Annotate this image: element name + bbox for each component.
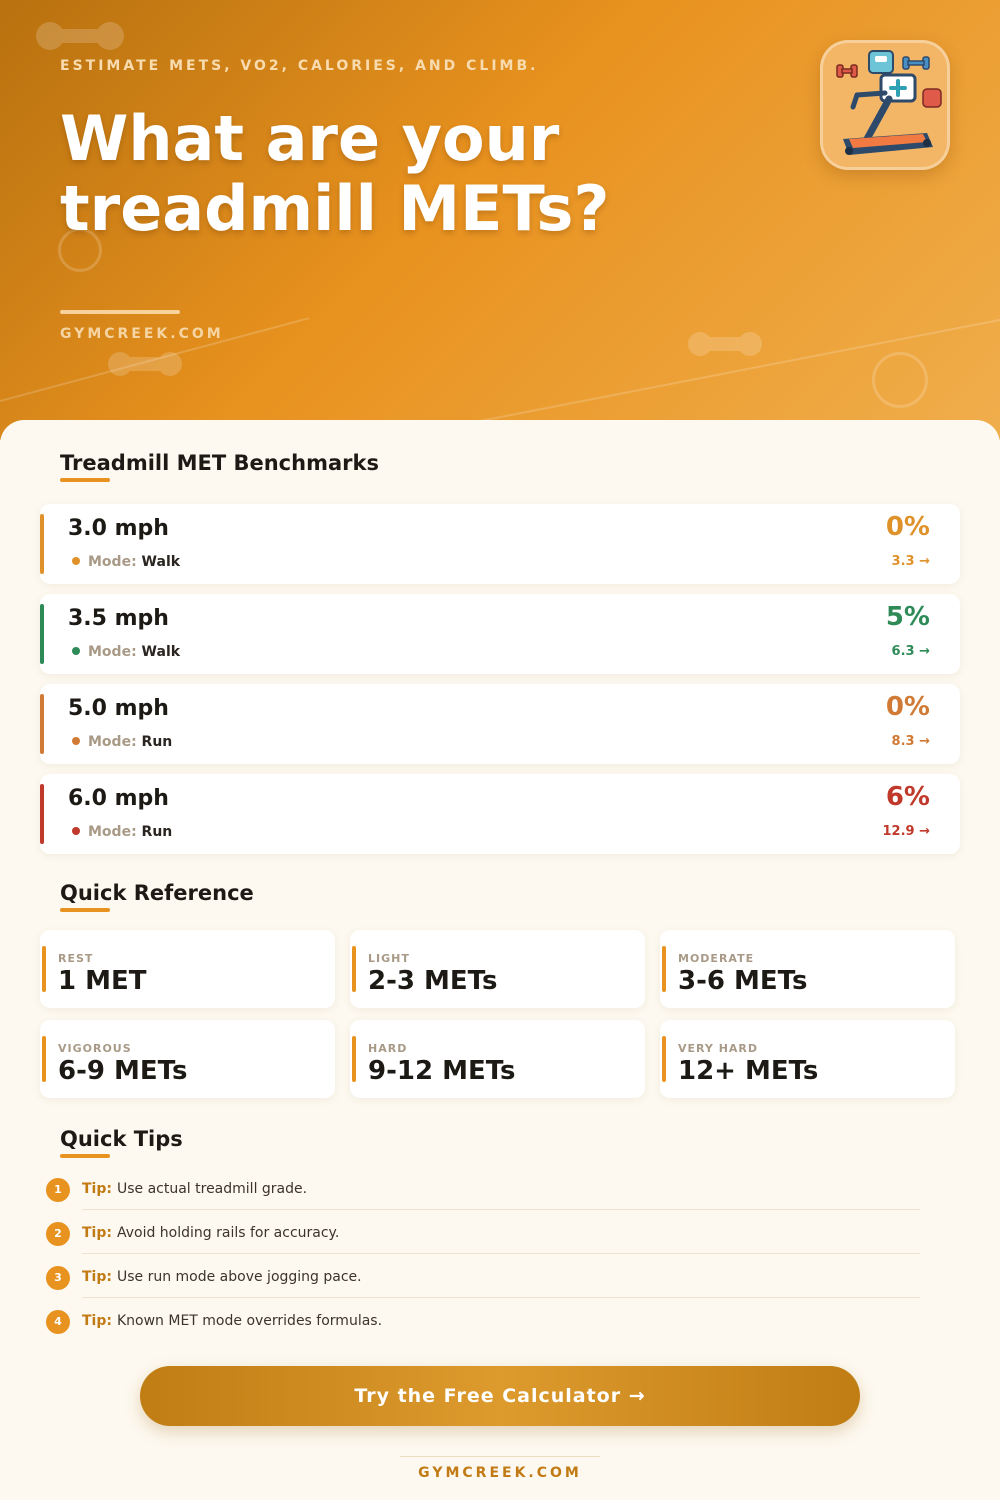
tile-label: VERY HARD — [678, 1042, 759, 1055]
tip-item — [46, 1222, 920, 1266]
tip-key: Tip: — [82, 1269, 112, 1285]
tip-number-badge: 1 — [46, 1178, 70, 1202]
benchmark-speed: 6.0 mph — [68, 786, 169, 811]
benchmark-row — [40, 684, 960, 764]
treadmill-icon — [820, 40, 950, 170]
tile-value: 12+ METs — [678, 1056, 819, 1086]
tip-item — [46, 1178, 920, 1222]
tile-value: 3-6 METs — [678, 966, 808, 996]
reference-tile — [660, 1020, 955, 1098]
tile-label: VIGOROUS — [58, 1042, 132, 1055]
tip-item — [46, 1266, 920, 1310]
mode-dot-icon — [72, 647, 80, 655]
hero-divider — [60, 310, 180, 314]
reference-tile — [40, 1020, 335, 1098]
tile-value: 1 MET — [58, 966, 147, 996]
mode-label: Mode: — [88, 644, 137, 660]
tile-accent — [42, 946, 46, 992]
tile-accent — [662, 1036, 666, 1082]
benchmark-grade: 5% — [885, 602, 930, 632]
mode-value: Walk — [141, 644, 181, 660]
mode-dot-icon — [72, 737, 80, 745]
tile-accent — [42, 1036, 46, 1082]
tip-text: Avoid holding rails for accuracy. — [116, 1225, 340, 1241]
mode-value: Walk — [141, 554, 181, 570]
reference-title: Quick Reference — [60, 881, 254, 905]
tip-text: Known MET mode overrides formulas. — [116, 1313, 383, 1329]
benchmark-row — [40, 504, 960, 584]
benchmark-speed: 3.0 mph — [68, 516, 169, 541]
hero-site-name: GYMCREEK.COM — [60, 326, 224, 342]
benchmark-mode — [72, 734, 172, 750]
tip-number-badge: 4 — [46, 1310, 70, 1334]
tip-divider — [82, 1253, 920, 1254]
tip-text-line — [82, 1313, 382, 1329]
tip-item — [46, 1310, 920, 1354]
tile-label: LIGHT — [368, 952, 410, 965]
benchmark-mode — [72, 824, 172, 840]
tile-accent — [352, 946, 356, 992]
dumbbell-decoration-icon — [688, 332, 762, 356]
tile-label: MODERATE — [678, 952, 755, 965]
ring-decoration-icon — [872, 352, 928, 408]
row-accent — [40, 784, 44, 844]
tip-divider — [82, 1209, 920, 1210]
footer-divider — [400, 1456, 600, 1457]
reference-tile — [40, 930, 335, 1008]
section-underline — [60, 1154, 110, 1158]
benchmark-grade: 0% — [885, 512, 930, 542]
tip-text-line — [82, 1269, 362, 1285]
tip-key: Tip: — [82, 1225, 112, 1241]
footer-site-name: GYMCREEK.COM — [418, 1465, 582, 1481]
tile-value: 9-12 METs — [368, 1056, 516, 1086]
benchmark-grade: 6% — [885, 782, 930, 812]
tip-key: Tip: — [82, 1313, 112, 1329]
tip-text: Use run mode above jogging pace. — [116, 1269, 362, 1285]
benchmarks-title: Treadmill MET Benchmarks — [60, 451, 379, 475]
benchmark-met: 3.3 → — [891, 554, 930, 569]
tip-text-line — [82, 1225, 339, 1241]
tile-label: REST — [58, 952, 94, 965]
mode-value: Run — [141, 734, 173, 750]
reference-tile — [660, 930, 955, 1008]
hero-banner — [0, 0, 1000, 440]
benchmark-met: 8.3 → — [891, 734, 930, 749]
section-underline — [60, 478, 110, 482]
row-accent — [40, 604, 44, 664]
mode-dot-icon — [72, 827, 80, 835]
page-title: What are your treadmill METs? — [60, 102, 610, 245]
hero-eyebrow: ESTIMATE METS, VO2, CALORIES, AND CLIMB. — [60, 58, 539, 74]
benchmark-grade: 0% — [885, 692, 930, 722]
benchmark-row — [40, 594, 960, 674]
tips-title: Quick Tips — [60, 1127, 183, 1151]
tip-number-badge: 3 — [46, 1266, 70, 1290]
dumbbell-decoration-icon — [36, 22, 124, 50]
mode-label: Mode: — [88, 824, 137, 840]
row-accent — [40, 694, 44, 754]
tip-text-line — [82, 1181, 307, 1197]
benchmark-mode — [72, 554, 180, 570]
tip-number-badge: 2 — [46, 1222, 70, 1246]
benchmark-speed: 3.5 mph — [68, 606, 169, 631]
mode-dot-icon — [72, 557, 80, 565]
tile-accent — [662, 946, 666, 992]
mode-value: Run — [141, 824, 173, 840]
tile-value: 6-9 METs — [58, 1056, 188, 1086]
reference-tile — [350, 1020, 645, 1098]
tip-divider — [82, 1297, 920, 1298]
benchmark-met: 12.9 → — [882, 824, 930, 839]
reference-tile — [350, 930, 645, 1008]
mode-label: Mode: — [88, 734, 137, 750]
benchmark-mode — [72, 644, 180, 660]
section-underline — [60, 908, 110, 912]
mode-label: Mode: — [88, 554, 137, 570]
row-accent — [40, 514, 44, 574]
tile-accent — [352, 1036, 356, 1082]
benchmark-row — [40, 774, 960, 854]
tile-value: 2-3 METs — [368, 966, 498, 996]
benchmark-speed: 5.0 mph — [68, 696, 169, 721]
benchmark-met: 6.3 → — [891, 644, 930, 659]
tile-label: HARD — [368, 1042, 408, 1055]
tip-text: Use actual treadmill grade. — [116, 1181, 308, 1197]
free-calculator-button[interactable]: Try the Free Calculator → — [140, 1366, 860, 1426]
tip-key: Tip: — [82, 1181, 112, 1197]
